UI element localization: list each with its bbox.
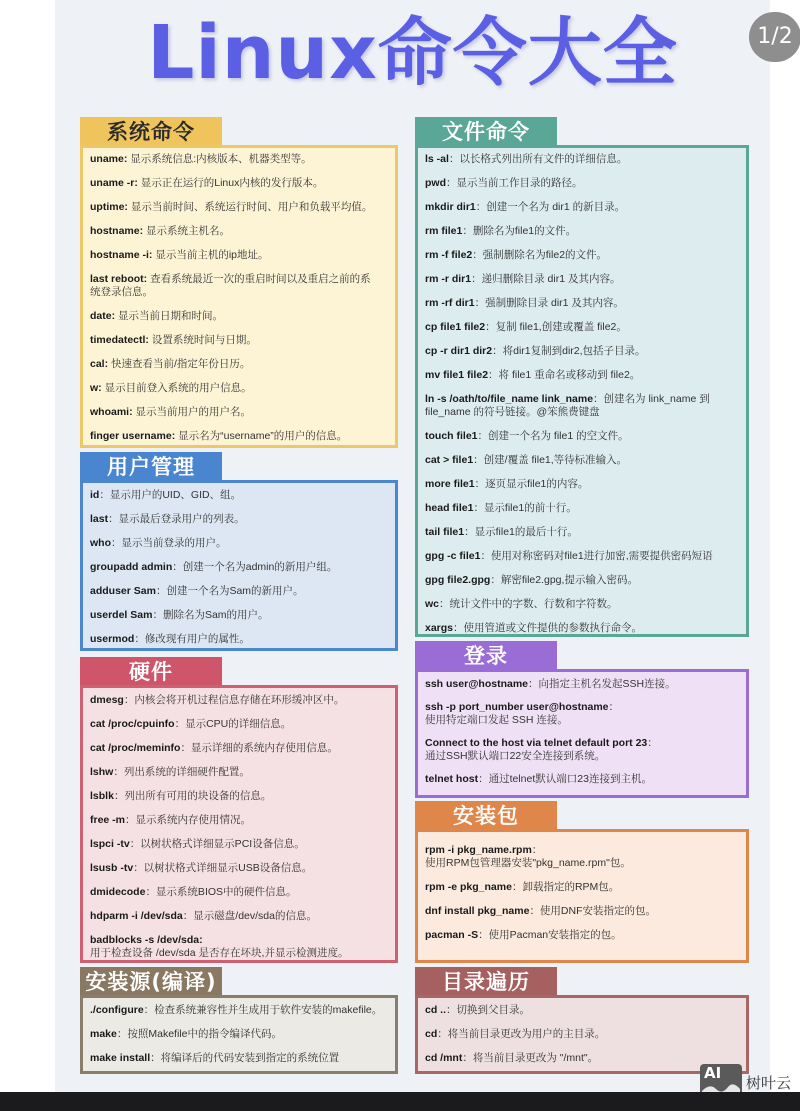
list-item xyxy=(425,478,739,491)
list-item xyxy=(90,633,388,646)
command-name: id xyxy=(90,489,100,501)
bottom-bar xyxy=(0,1092,800,1111)
list-item xyxy=(425,701,739,727)
command-name: date: xyxy=(90,310,116,322)
command-description: ： xyxy=(608,701,620,713)
list-item xyxy=(425,881,739,894)
command-description-cont: 通过SSH默认端口22安全连接到系统。 xyxy=(425,750,606,762)
list-item xyxy=(90,934,388,960)
command-description: 显示正在运行的Linux内核的发行版本。 xyxy=(137,177,324,189)
command-description: ：显示系统内存使用情况。 xyxy=(125,814,252,826)
command-list xyxy=(415,995,749,1074)
command-name: last reboot: xyxy=(90,273,148,285)
command-list xyxy=(415,829,749,963)
command-description-cont: 用于检查设备 /dev/sda 是否存在坏块,并显示检测进度。 xyxy=(90,947,349,959)
command-description: ：递归删除目录 dir1 及其内容。 xyxy=(471,273,621,285)
command-name: rpm -i pkg_name.rpm xyxy=(425,844,532,856)
command-name: mkdir dir1 xyxy=(425,201,476,213)
command-description: ：切换到父目录。 xyxy=(446,1004,531,1016)
command-name: cd .. xyxy=(425,1004,447,1016)
command-list xyxy=(80,480,398,651)
command-description: ：创建一个名为 dir1 的新目录。 xyxy=(475,201,626,213)
list-item xyxy=(90,201,388,214)
command-name: free -m xyxy=(90,814,126,826)
command-description: ：修改现有用户的属性。 xyxy=(134,633,250,645)
command-description: ：统计文件中的字数、行数和字符数。 xyxy=(439,598,618,610)
command-name: badblocks -s /dev/sda: xyxy=(90,934,203,946)
command-name: wc xyxy=(425,598,440,610)
command-description: ：创建一个名为 file1 的空文件。 xyxy=(477,430,629,442)
command-name: ls -al xyxy=(425,153,449,165)
command-description: ：显示当前工作目录的路径。 xyxy=(446,177,583,189)
command-description: ： xyxy=(531,844,543,856)
list-item xyxy=(425,1052,739,1065)
section-title: 目录遍历 xyxy=(415,967,557,997)
command-name: make install xyxy=(90,1052,151,1064)
command-name: whoami: xyxy=(90,406,133,418)
list-item xyxy=(425,929,739,942)
list-item xyxy=(90,489,388,502)
command-name: telnet host xyxy=(425,773,479,785)
list-item xyxy=(90,910,388,923)
command-list xyxy=(415,669,749,798)
command-description: ：创建一个名为admin的新用户组。 xyxy=(172,561,338,573)
list-item xyxy=(90,1004,388,1017)
command-description: ：逐页显示file1的内容。 xyxy=(474,478,589,490)
command-description: ：强制删除目录 dir1 及其内容。 xyxy=(474,297,624,309)
section-directory-navigation xyxy=(415,967,749,1074)
list-item xyxy=(425,273,739,286)
command-name: lsusb -tv xyxy=(90,862,134,874)
command-name: hdparm -i /dev/sda xyxy=(90,910,183,922)
list-item xyxy=(90,862,388,875)
command-description: ：复制 file1,创建或覆盖 file2。 xyxy=(485,321,627,333)
command-description: 显示当前用户的用户名。 xyxy=(132,406,252,418)
command-name: make xyxy=(90,1028,117,1040)
command-description: ：使用管道或文件提供的参数执行命令。 xyxy=(453,622,643,634)
command-name: w: xyxy=(90,382,102,394)
section-title: 用户管理 xyxy=(80,452,222,482)
command-description: 设置系统时间与日期。 xyxy=(148,334,257,346)
command-name: cd /mnt xyxy=(425,1052,463,1064)
command-name: Connect to the host via telnet default port 23 xyxy=(425,737,648,749)
list-item xyxy=(425,321,739,334)
list-item xyxy=(425,225,739,238)
command-description: ：将当前目录更改为 "/mnt"。 xyxy=(462,1052,599,1064)
section-system-commands xyxy=(80,117,398,448)
command-name: lshw xyxy=(90,766,114,778)
list-item xyxy=(425,844,739,870)
command-description: 显示当前时间、系统运行时间、用户和负载平均值。 xyxy=(127,201,373,213)
command-description: ：以长格式列出所有文件的详细信息。 xyxy=(448,153,628,165)
command-name: rm file1 xyxy=(425,225,463,237)
command-description: ：创建/覆盖 file1,等待标准输入。 xyxy=(473,454,628,466)
list-item xyxy=(90,814,388,827)
section-file-commands xyxy=(415,117,749,637)
command-description: ：删除名为file1的文件。 xyxy=(462,225,577,237)
command-description-cont: 统登录信息。 xyxy=(90,286,153,298)
list-item xyxy=(425,737,739,763)
list-item xyxy=(90,1028,388,1041)
command-name: usermod xyxy=(90,633,135,645)
watermark-text: 树叶云 xyxy=(746,1074,792,1092)
command-name: cat /proc/cpuinfo xyxy=(90,718,175,730)
command-name: cp -r dir1 dir2 xyxy=(425,345,493,357)
list-item xyxy=(425,201,739,214)
command-description: 查看系统最近一次的重启时间以及重启之前的系 xyxy=(147,273,371,285)
command-description: ：显示系统BIOS中的硬件信息。 xyxy=(145,886,297,898)
command-name: rm -r dir1 xyxy=(425,273,472,285)
command-name: uname -r: xyxy=(90,177,138,189)
command-name: hostname: xyxy=(90,225,144,237)
command-name: dnf install pkg_name xyxy=(425,905,530,917)
command-list xyxy=(80,995,398,1074)
list-item xyxy=(90,742,388,755)
list-item xyxy=(90,225,388,238)
section-login xyxy=(415,641,749,798)
list-item xyxy=(90,406,388,419)
command-name: cat /proc/meminfo xyxy=(90,742,181,754)
list-item xyxy=(425,622,739,635)
section-title: 安装包 xyxy=(415,801,557,831)
command-name: cal: xyxy=(90,358,109,370)
section-user-management xyxy=(80,452,398,651)
command-description: ：按照Makefile中的指令编译代码。 xyxy=(116,1028,282,1040)
watermark-logo-text: AI xyxy=(704,1064,722,1082)
command-description: 显示系统主机名。 xyxy=(143,225,231,237)
command-description: ：显示file1的最后十行。 xyxy=(464,526,578,538)
command-name: tail file1 xyxy=(425,526,465,538)
command-name: ./configure xyxy=(90,1004,144,1016)
command-name: rm -f file2 xyxy=(425,249,473,261)
list-item xyxy=(90,430,388,443)
command-description: ：删除名为Sam的用户。 xyxy=(152,609,269,621)
command-description: ：显示用户的UID、GID、组。 xyxy=(99,489,242,501)
command-name: finger username: xyxy=(90,430,176,442)
command-description: ：将编译后的代码安装到指定的系统位置 xyxy=(150,1052,340,1064)
list-item xyxy=(425,550,739,563)
list-item xyxy=(90,334,388,347)
command-name: rm -rf dir1 xyxy=(425,297,475,309)
command-description: ：通过telnet默认端口23连接到主机。 xyxy=(478,773,652,785)
page-indicator[interactable]: 1/2 xyxy=(749,12,800,62)
list-item xyxy=(90,766,388,779)
command-description: ：强制删除名为file2的文件。 xyxy=(472,249,608,261)
command-description: ：创建名为 link_name 到 xyxy=(593,393,710,405)
command-description: ：显示file1的前十行。 xyxy=(473,502,577,514)
command-name: gpg -c file1 xyxy=(425,550,481,562)
list-item xyxy=(90,177,388,190)
list-item xyxy=(425,345,739,358)
command-name: pacman -S xyxy=(425,929,479,941)
list-item xyxy=(425,249,739,262)
command-description: ：显示当前登录的用户。 xyxy=(111,537,227,549)
section-title: 系统命令 xyxy=(80,117,222,147)
list-item xyxy=(90,1052,388,1065)
command-list xyxy=(80,685,398,963)
list-item xyxy=(90,249,388,262)
command-name: timedatectl: xyxy=(90,334,149,346)
command-description: 显示名为“username”的用户的信息。 xyxy=(175,430,348,442)
list-item xyxy=(425,905,739,918)
list-item xyxy=(90,694,388,707)
command-name: adduser Sam xyxy=(90,585,156,597)
list-item xyxy=(90,513,388,526)
command-description: ：内核会将开机过程信息存储在环形缓冲区中。 xyxy=(123,694,345,706)
command-name: dmesg xyxy=(90,694,124,706)
command-description: ： xyxy=(647,737,658,749)
command-description: ：以树状格式详细显示PCI设备信息。 xyxy=(129,838,305,850)
command-description: ：使用Pacman安装指定的包。 xyxy=(478,929,622,941)
command-name: head file1 xyxy=(425,502,474,514)
page-title: Linux命令大全 xyxy=(147,10,678,96)
command-name: xargs xyxy=(425,622,454,634)
command-name: who xyxy=(90,537,111,549)
list-item xyxy=(90,609,388,622)
command-description: 快速查看当前/指定年份日历。 xyxy=(108,358,251,370)
command-description: 显示目前登入系统的用户信息。 xyxy=(101,382,252,394)
list-item xyxy=(90,153,388,166)
section-title: 登录 xyxy=(415,641,557,671)
command-name: lspci -tv xyxy=(90,838,130,850)
list-item xyxy=(425,153,739,166)
command-description: ：以树状格式详细显示USB设备信息。 xyxy=(133,862,313,874)
command-name: lsblk xyxy=(90,790,114,802)
list-item xyxy=(90,382,388,395)
list-item xyxy=(425,526,739,539)
command-description-cont: file_name 的符号链接。@笨熊费键盘 xyxy=(425,406,600,418)
list-item xyxy=(90,310,388,323)
list-item xyxy=(425,369,739,382)
command-description: ：显示详细的系统内存使用信息。 xyxy=(180,742,338,754)
list-item xyxy=(90,585,388,598)
command-name: cp file1 file2 xyxy=(425,321,486,333)
list-item xyxy=(90,273,388,299)
command-name: rpm -e pkg_name xyxy=(425,881,512,893)
section-build-from-source xyxy=(80,967,398,1074)
command-list xyxy=(415,145,749,637)
command-description: ：显示最后登录用户的列表。 xyxy=(108,513,245,525)
command-name: gpg file2.gpg xyxy=(425,574,491,586)
command-list xyxy=(80,145,398,448)
list-item xyxy=(425,502,739,515)
command-name: ssh -p port_number user@hostname xyxy=(425,701,609,713)
command-name: uptime: xyxy=(90,201,128,213)
command-description: ：列出所有可用的块设备的信息。 xyxy=(113,790,272,802)
list-item xyxy=(425,678,739,691)
list-item xyxy=(425,177,739,190)
list-item xyxy=(425,430,739,443)
command-name: uname: xyxy=(90,153,128,165)
command-description: ：向指定主机名发起SSH连接。 xyxy=(528,678,676,690)
command-description: ：解密file2.gpg,提示输入密码。 xyxy=(490,574,638,586)
command-name: pwd xyxy=(425,177,446,189)
command-description: ：卸载指定的RPM包。 xyxy=(511,881,620,893)
list-item xyxy=(90,358,388,371)
command-description: ：显示CPU的详细信息。 xyxy=(174,718,292,730)
list-item xyxy=(90,886,388,899)
section-title: 硬件 xyxy=(80,657,222,687)
command-description: ：使用DNF安装指定的包。 xyxy=(529,905,657,917)
list-item xyxy=(90,790,388,803)
command-description: ：将 file1 重命名或移动到 file2。 xyxy=(488,369,641,381)
list-item xyxy=(425,773,739,786)
command-description: 显示当前主机的ip地址。 xyxy=(152,249,269,261)
command-description: ：使用对称密码对file1进行加密,需要提供密码短语 xyxy=(480,550,713,562)
command-name: cd xyxy=(425,1028,438,1040)
command-description: ：显示磁盘/dev/sda的信息。 xyxy=(182,910,317,922)
list-item xyxy=(425,454,739,467)
section-title: 安装源(编译) xyxy=(80,967,222,997)
command-name: hostname -i: xyxy=(90,249,153,261)
command-description: 显示系统信息:内核版本、机器类型等。 xyxy=(127,153,312,165)
command-name: touch file1 xyxy=(425,430,478,442)
list-item xyxy=(90,561,388,574)
command-name: last xyxy=(90,513,109,525)
command-name: groupadd admin xyxy=(90,561,173,573)
command-description-cont: 使用RPM包管理器安装"pkg_name.rpm"包。 xyxy=(425,857,631,869)
list-item xyxy=(90,718,388,731)
command-description: ：将当前目录更改为用户的主目录。 xyxy=(437,1028,606,1040)
command-name: ssh user@hostname xyxy=(425,678,529,690)
list-item xyxy=(425,1004,739,1017)
list-item xyxy=(90,537,388,550)
section-hardware xyxy=(80,657,398,963)
list-item xyxy=(425,598,739,611)
section-packages xyxy=(415,801,749,963)
command-name: ln -s /oath/to/file_name link_name xyxy=(425,393,594,405)
list-item xyxy=(425,393,739,419)
list-item xyxy=(425,1028,739,1041)
list-item xyxy=(425,574,739,587)
command-description: 显示当前日期和时间。 xyxy=(115,310,224,322)
command-name: mv file1 file2 xyxy=(425,369,489,381)
command-description: ：将dir1复制到dir2,包括子目录。 xyxy=(492,345,646,357)
command-description: ：列出系统的详细硬件配置。 xyxy=(113,766,250,778)
command-description: ：检查系统兼容性并生成用于软件安装的makefile。 xyxy=(143,1004,383,1016)
command-name: userdel Sam xyxy=(90,609,153,621)
command-name: more file1 xyxy=(425,478,475,490)
command-description-cont: 使用特定端口发起 SSH 连接。 xyxy=(425,714,568,726)
command-name: dmidecode xyxy=(90,886,146,898)
command-name: cat > file1 xyxy=(425,454,474,466)
list-item xyxy=(90,838,388,851)
section-title: 文件命令 xyxy=(415,117,557,147)
list-item xyxy=(425,297,739,310)
command-description: ：创建一个名为Sam的新用户。 xyxy=(155,585,304,597)
